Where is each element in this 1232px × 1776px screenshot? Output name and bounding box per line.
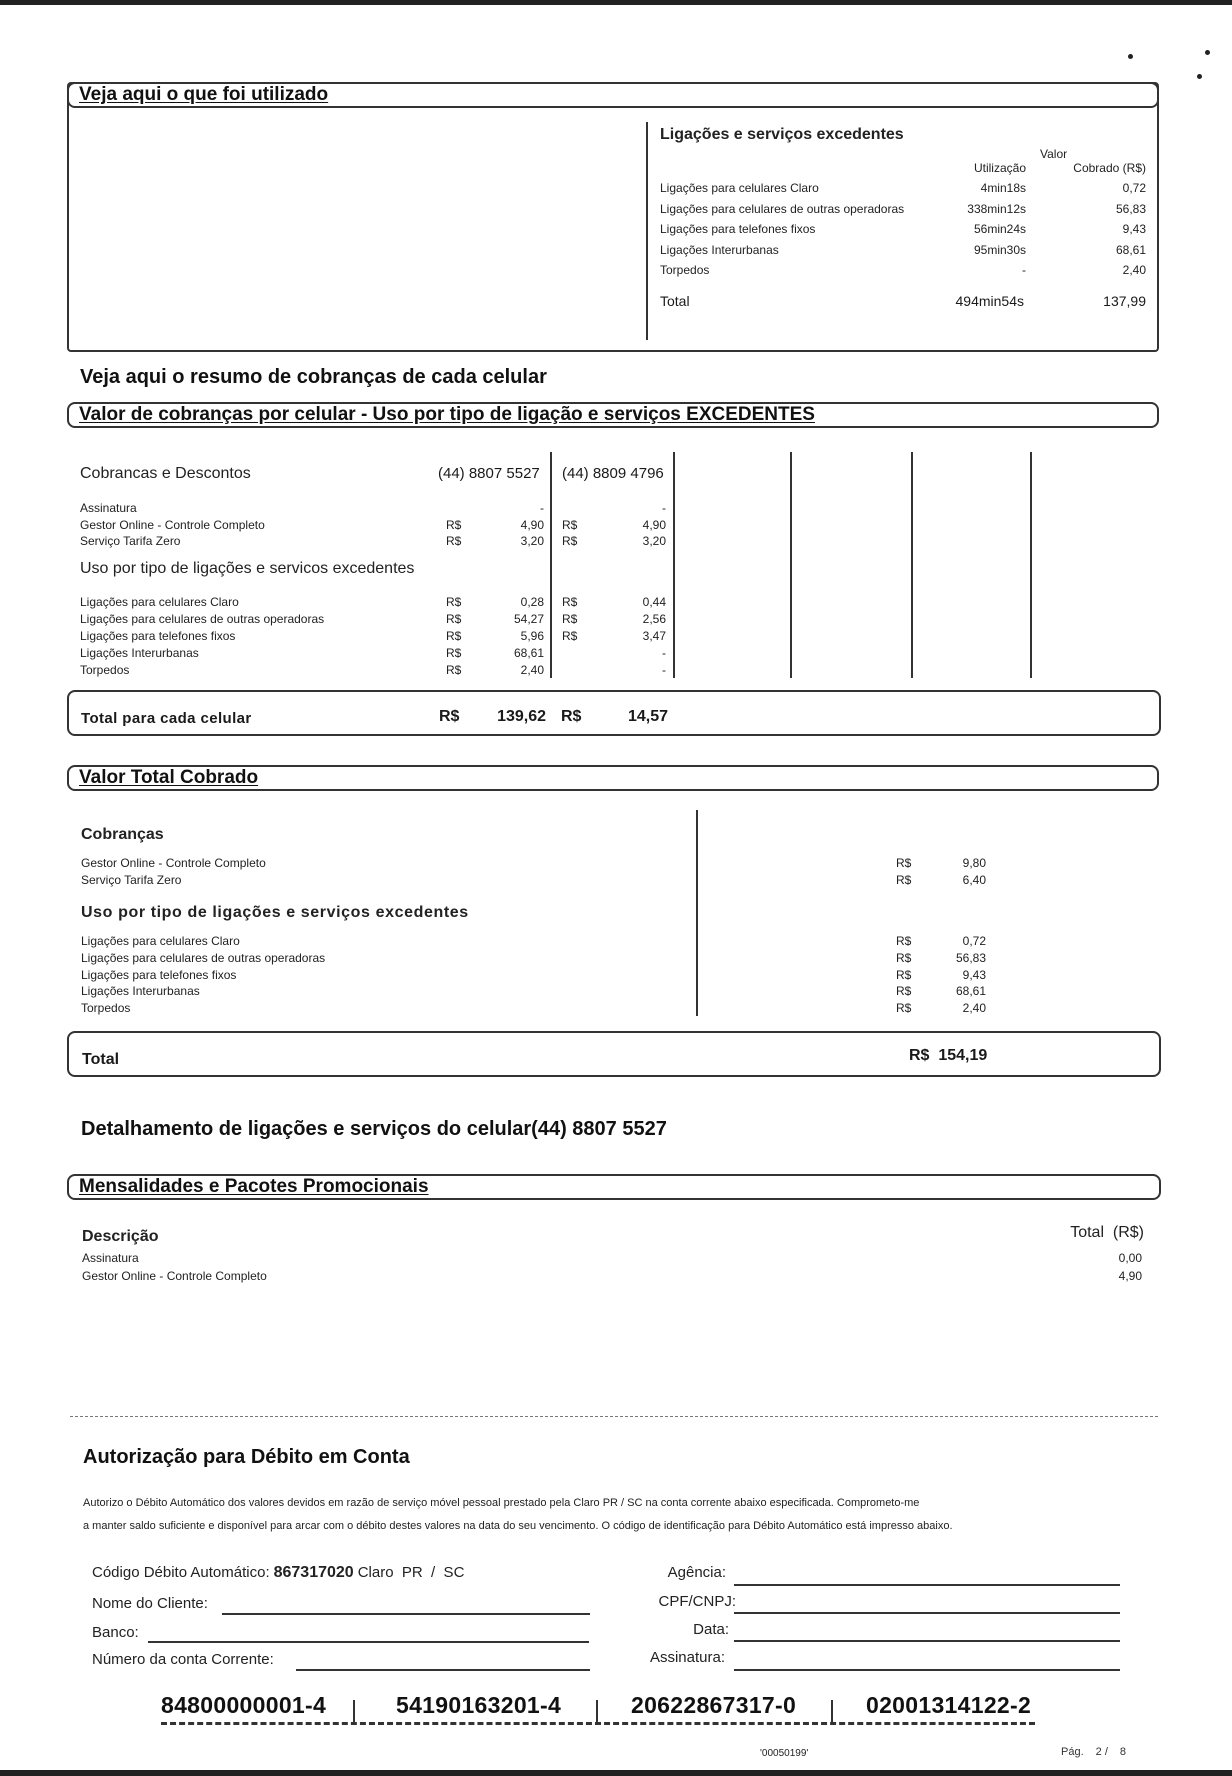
summary-row-label: Assinatura — [80, 501, 137, 515]
charges-heading: Cobrancas e Descontos — [80, 465, 251, 482]
usage-col-header: Utilização — [973, 161, 1026, 175]
usage-total-value: 137,99 — [1103, 293, 1146, 309]
total-row-label: Serviço Tarifa Zero — [81, 873, 182, 887]
phone-1-header: (44) 8807 5527 — [438, 465, 540, 482]
summary-row-phone-1: 4,90 — [520, 517, 544, 532]
total-row-label: Ligações para celulares Claro — [81, 934, 240, 948]
summary-row-label: Ligações para telefones fixos — [80, 629, 236, 643]
summary-row-currency-2: R$ — [562, 517, 578, 532]
total-per-phone-label: Total para cada celular — [81, 710, 252, 727]
usage-row-label: Ligações para telefones fixos — [660, 222, 816, 236]
usage-row-value: 56,83 — [1115, 201, 1146, 216]
debit-text-line-1: Autorizo o Débito Automático dos valores devidos em razão de serviço móvel pessoal prestado pela Claro PR / SC na conta corrente abaixo especificada. Comprometo-me — [83, 1497, 920, 1509]
scan-speck — [1128, 54, 1133, 59]
usage-row-usage: 4min18s — [980, 181, 1026, 195]
total-section-header — [67, 765, 1159, 791]
detail-row-label: Assinatura — [82, 1251, 139, 1265]
value-col-header-2: Cobrado (R$) — [1073, 161, 1146, 175]
scan-speck — [1205, 50, 1210, 55]
total-row-currency: R$ — [896, 984, 912, 999]
col-divider — [790, 452, 792, 678]
total-divider — [696, 810, 698, 1016]
barcode-segment-1: 84800000001-4 — [161, 1692, 327, 1718]
barcode-separator — [596, 1700, 598, 1724]
detail-header-text: Mensalidades e Pacotes Promocionais — [79, 1176, 429, 1197]
usage-row-label: Ligações para celulares de outras operadoras — [660, 201, 905, 216]
account-number-field[interactable] — [296, 1669, 590, 1671]
summary-row-phone-1: 3,20 — [520, 534, 544, 548]
total-row-value: 6,40 — [962, 873, 986, 887]
summary-row-currency-2: R$ — [562, 595, 578, 609]
summary-row-currency-2: R$ — [562, 612, 578, 626]
total-row-label: Ligações Interurbanas — [81, 984, 200, 999]
summary-row-label: Ligações para celulares Claro — [80, 595, 239, 609]
page-total: 8 — [1119, 1746, 1126, 1758]
summary-row-label: Ligações Interurbanas — [80, 646, 199, 660]
page-number — [1061, 1746, 1126, 1758]
total-row-value: 0,72 — [962, 934, 986, 948]
usage-row-value: 0,72 — [1122, 181, 1146, 195]
summary-row-phone-1: 68,61 — [513, 646, 544, 660]
usage-section-title: Veja aqui o que foi utilizado — [79, 84, 329, 105]
summary-row-currency-1: R$ — [446, 629, 462, 643]
usage-section-header — [67, 82, 1159, 108]
summary-row-phone-2: 3,47 — [642, 629, 666, 643]
debit-code-value: 867317020 — [273, 1564, 354, 1581]
summary-row-currency-1: R$ — [446, 595, 462, 609]
debit-text-line-2: a manter saldo suficiente e disponível para arcar com o débito destes valores na data do seu vencimento. O código de identificação para Débito Automático está impresso abaixo. — [83, 1520, 953, 1532]
detail-col-desc: Descrição — [82, 1228, 159, 1245]
bank-label: Banco: — [92, 1624, 139, 1641]
usage-heading: Uso por tipo de ligações e servicos excedentes — [80, 560, 415, 577]
usage-row-usage: 338min12s — [967, 201, 1026, 216]
total-row-value: 9,43 — [962, 967, 986, 982]
signature-field[interactable] — [734, 1669, 1120, 1671]
summary-row-phone-2: - — [662, 663, 666, 677]
summary-row-phone-2: 4,90 — [642, 517, 666, 532]
usage-row-label: Ligações para celulares Claro — [660, 181, 819, 195]
col-divider — [673, 452, 675, 678]
total-currency-2: R$ — [561, 708, 582, 725]
total-row-value: 9,80 — [962, 856, 986, 870]
summary-row-phone-1: 2,40 — [520, 663, 544, 677]
total-row-currency: R$ — [896, 873, 912, 887]
total-row-label: Ligações para telefones fixos — [81, 967, 237, 982]
barcode-underline — [161, 1722, 1035, 1725]
phone-2-header: (44) 8809 4796 — [562, 465, 664, 482]
barcode-separator — [831, 1700, 833, 1724]
usage-row-value: 68,61 — [1115, 242, 1146, 257]
summary-row-currency-2: R$ — [562, 534, 578, 548]
summary-row-currency-1: R$ — [446, 663, 462, 677]
scan-speck — [1197, 74, 1202, 79]
page-label: Pág. — [1061, 1746, 1084, 1758]
usage-row-usage: 56min24s — [973, 222, 1026, 236]
col-divider — [1030, 452, 1032, 678]
summary-title: Veja aqui o resumo de cobranças de cada celular — [80, 366, 547, 388]
total-row-currency: R$ — [896, 950, 912, 965]
detail-section-header — [67, 1174, 1161, 1200]
summary-header-text: Valor de cobranças por celular - Uso por tipo de ligação e serviços EXCEDENTES — [79, 404, 815, 425]
usage-row-usage: - — [1022, 263, 1026, 277]
detail-row-label: Gestor Online - Controle Completo — [82, 1269, 267, 1283]
total-row-currency: R$ — [896, 967, 912, 982]
summary-row-phone-2: - — [662, 501, 666, 515]
total-row-currency: R$ — [896, 934, 912, 948]
summary-row-currency-1: R$ — [446, 517, 462, 532]
summary-row-label: Serviço Tarifa Zero — [80, 534, 181, 548]
client-name-field[interactable] — [222, 1613, 590, 1615]
signature-label: Assinatura: — [649, 1649, 725, 1666]
total-phone-1: 139,62 — [497, 708, 546, 725]
usage-total-usage: 494min54s — [955, 293, 1024, 309]
summary-row-phone-1: 54,27 — [513, 612, 544, 626]
col-divider — [550, 452, 552, 678]
debit-code-row — [92, 1564, 464, 1582]
usage-divider — [646, 122, 648, 340]
barcode-segment-4: 02001314122-2 — [866, 1692, 1032, 1718]
account-number-label: Número da conta Corrente: — [92, 1651, 274, 1668]
total-section-title: Valor Total Cobrado — [79, 767, 259, 788]
summary-row-currency-1: R$ — [446, 646, 462, 660]
value-col-header-1: Valor — [1040, 147, 1068, 161]
summary-row-currency-1: R$ — [446, 612, 462, 626]
usage-row-value: 2,40 — [1122, 263, 1146, 277]
usage-total-label: Total — [660, 293, 690, 309]
total-row-label: Ligações para celulares de outras operadoras — [81, 950, 326, 965]
date-field[interactable] — [734, 1640, 1120, 1642]
barcode-separator — [353, 1700, 355, 1724]
usage-row-label: Torpedos — [660, 263, 710, 277]
summary-row-phone-2: 2,56 — [642, 612, 666, 626]
document-id: '00050199' — [760, 1748, 809, 1759]
detail-row-value: 0,00 — [1118, 1251, 1142, 1265]
page-current: 2 / — [1095, 1746, 1108, 1758]
summary-row-phone-1: - — [540, 501, 544, 515]
detail-title: Detalhamento de ligações e serviços do celular(44) 8807 5527 — [81, 1118, 667, 1140]
summary-row-phone-1: 5,96 — [520, 629, 544, 643]
summary-row-phone-2: - — [662, 646, 666, 660]
detail-col-total: Total (R$) — [1070, 1224, 1144, 1241]
scan-top-edge — [0, 0, 1232, 5]
usage-row-value: 9,43 — [1122, 222, 1146, 236]
client-name-label: Nome do Cliente: — [92, 1595, 208, 1612]
barcode-segment-3: 20622867317-0 — [631, 1692, 797, 1718]
detail-row-value: 4,90 — [1118, 1269, 1142, 1283]
grand-total-label: Total — [82, 1051, 120, 1068]
col-divider — [911, 452, 913, 678]
summary-row-phone-1: 0,28 — [520, 595, 544, 609]
usage-row-usage: 95min30s — [973, 242, 1026, 257]
debit-title: Autorização para Débito em Conta — [83, 1446, 410, 1468]
debit-code-company: Claro PR / SC — [357, 1564, 465, 1581]
total-usage-heading: Uso por tipo de ligações e serviços excedentes — [81, 904, 469, 921]
summary-section-header — [67, 402, 1159, 428]
summary-row-currency-2: R$ — [562, 629, 578, 643]
bank-field[interactable] — [148, 1641, 589, 1643]
scan-bottom-edge — [0, 1770, 1232, 1776]
total-charges-heading: Cobranças — [81, 826, 164, 843]
total-row-value: 68,61 — [955, 984, 986, 999]
summary-row-label: Gestor Online - Controle Completo — [80, 517, 265, 532]
usage-row-label: Ligações Interurbanas — [660, 242, 779, 257]
agency-field[interactable] — [734, 1584, 1120, 1586]
barcode-segment-2: 54190163201-4 — [396, 1692, 562, 1718]
summary-row-label: Ligações para celulares de outras operadoras — [80, 612, 325, 626]
total-row-currency: R$ — [896, 1001, 912, 1016]
cut-line — [70, 1416, 1158, 1417]
usage-panel-title: Ligações e serviços excedentes — [660, 126, 904, 143]
agency-label: Agência: — [667, 1564, 726, 1581]
summary-row-phone-2: 0,44 — [642, 595, 666, 609]
summary-row-label: Torpedos — [80, 663, 130, 677]
grand-total-value: R$ 154,19 — [909, 1047, 988, 1064]
total-row-currency: R$ — [896, 856, 912, 870]
summary-row-currency-1: R$ — [446, 534, 462, 548]
total-row-label: Torpedos — [81, 1001, 131, 1016]
debit-code-label: Código Débito Automático: — [92, 1564, 270, 1581]
grand-total-box — [67, 1031, 1161, 1077]
date-label: Data: — [693, 1621, 729, 1638]
cpf-label: CPF/CNPJ: — [658, 1593, 736, 1610]
summary-row-phone-2: 3,20 — [642, 534, 666, 548]
total-phone-2: 14,57 — [627, 708, 668, 725]
total-currency-1: R$ — [439, 708, 460, 725]
cpf-field[interactable] — [734, 1612, 1120, 1614]
total-row-value: 56,83 — [955, 950, 986, 965]
total-row-label: Gestor Online - Controle Completo — [81, 856, 266, 870]
total-row-value: 2,40 — [962, 1001, 986, 1016]
